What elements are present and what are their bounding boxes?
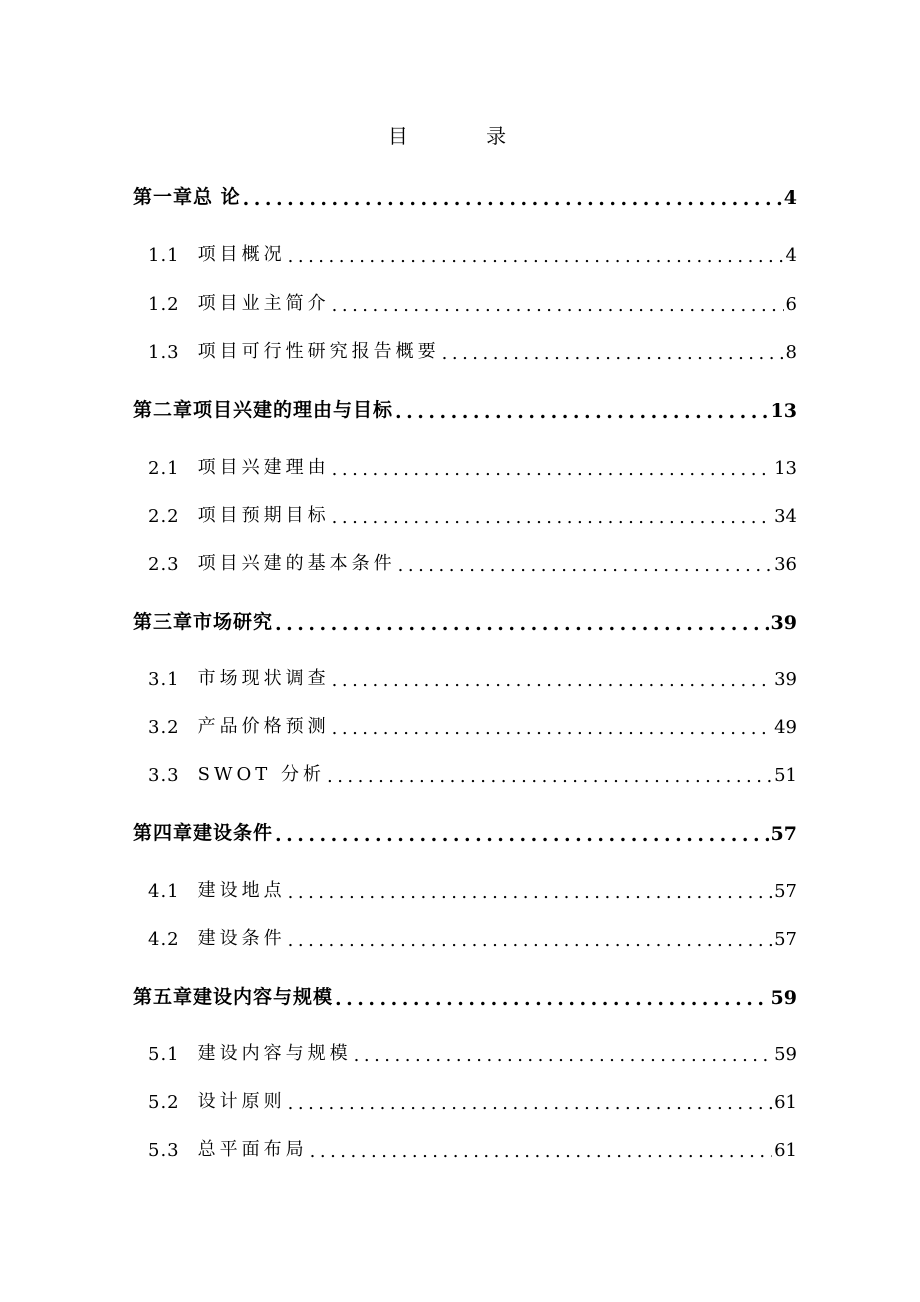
toc-section-entry[interactable] — [133, 549, 797, 575]
toc-entry-label: 项目预期目标 — [197, 505, 330, 526]
toc-section-number: 1.2 — [148, 294, 180, 315]
toc-entry-label: 项目概况 — [197, 244, 286, 265]
toc-chapter-entry[interactable] — [133, 182, 797, 209]
toc-entry-label: 第三章市场研究 — [133, 611, 274, 633]
toc-page-number: 51 — [774, 765, 797, 786]
toc-page-number: 13 — [774, 458, 797, 479]
toc-section-number: 3.2 — [148, 717, 180, 738]
toc-chapter-entry[interactable] — [133, 607, 797, 634]
toc-dot-leader — [332, 509, 772, 527]
toc-page-number: 34 — [774, 506, 797, 527]
toc-section-entry[interactable] — [133, 289, 797, 315]
toc-entry-label: 建设内容与规模 — [197, 1043, 352, 1064]
toc-section-number: 4.2 — [148, 929, 180, 950]
toc-page-number: 57 — [774, 929, 797, 950]
toc-dot-leader — [310, 1143, 772, 1161]
toc-page-number: 49 — [774, 717, 797, 738]
toc-page-number: 59 — [774, 1044, 797, 1065]
toc-dot-leader — [327, 768, 772, 786]
toc-entry-label: 建设条件 — [197, 928, 286, 949]
toc-page-number: 39 — [770, 612, 797, 634]
toc-page-number: 4 — [785, 245, 797, 266]
toc-section-number: 1.1 — [148, 245, 180, 266]
toc-dot-leader — [243, 190, 782, 209]
toc-entry-label: 项目业主简介 — [197, 293, 330, 314]
toc-section-entry[interactable] — [133, 501, 797, 527]
toc-section-entry[interactable] — [133, 453, 797, 479]
toc-section-entry[interactable] — [133, 1087, 797, 1113]
toc-section-number: 3.1 — [148, 669, 180, 690]
toc-page-number: 6 — [785, 294, 797, 315]
toc-dot-leader — [275, 826, 769, 845]
toc-section-number: 2.1 — [148, 458, 180, 479]
toc-entry-label: 项目兴建理由 — [197, 457, 330, 478]
toc-dot-leader — [354, 1047, 772, 1065]
toc-dot-leader — [332, 297, 784, 315]
toc-section-number: 5.3 — [148, 1140, 180, 1161]
toc-page-number: 13 — [770, 400, 797, 422]
toc-section-entry[interactable] — [133, 1039, 797, 1065]
toc-dot-leader — [395, 403, 769, 422]
toc-dot-leader — [332, 461, 772, 479]
toc-dot-leader — [275, 615, 769, 634]
toc-page-number: 57 — [770, 823, 797, 845]
toc-dot-leader — [332, 720, 772, 738]
toc-section-entry[interactable] — [133, 337, 797, 363]
toc-entry-label: 第四章建设条件 — [133, 822, 274, 844]
toc-section-entry[interactable] — [133, 664, 797, 690]
toc-dot-leader — [288, 1095, 772, 1113]
toc-page-number: 59 — [770, 987, 797, 1009]
toc-entry-label: 第一章总 论 — [133, 186, 241, 208]
toc-section-entry[interactable] — [133, 760, 797, 786]
toc-section-entry[interactable] — [133, 1135, 797, 1161]
toc-section-entry[interactable] — [133, 712, 797, 738]
toc-section-entry[interactable] — [133, 924, 797, 950]
toc-section-number: 2.3 — [148, 554, 180, 575]
toc-dot-leader — [332, 672, 772, 690]
toc-dot-leader — [442, 345, 784, 363]
toc-page-number: 36 — [774, 554, 797, 575]
toc-page-number: 39 — [774, 669, 797, 690]
toc-title: 目 录 — [387, 124, 543, 148]
toc-section-entry[interactable] — [133, 240, 797, 266]
toc-dot-leader — [398, 557, 772, 575]
toc-page-number: 8 — [785, 342, 797, 363]
toc-section-number: 1.3 — [148, 342, 180, 363]
toc-page-number: 4 — [783, 187, 797, 209]
toc-section-number: 5.2 — [148, 1092, 180, 1113]
toc-entry-label: 市场现状调查 — [197, 668, 330, 689]
toc-section-number: 3.3 — [148, 765, 180, 786]
toc-entry-label: SWOT 分析 — [197, 764, 325, 785]
toc-section-number: 4.1 — [148, 881, 180, 902]
toc-chapter-entry[interactable] — [133, 982, 797, 1009]
toc-section-number: 5.1 — [148, 1044, 180, 1065]
toc-entry-label: 总平面布局 — [197, 1139, 308, 1160]
toc-chapter-entry[interactable] — [133, 395, 797, 422]
toc-page-number: 57 — [774, 881, 797, 902]
toc-section-number: 2.2 — [148, 506, 180, 527]
toc-dot-leader — [288, 248, 784, 266]
toc-section-entry[interactable] — [133, 876, 797, 902]
toc-entry-label: 建设地点 — [197, 880, 286, 901]
toc-chapter-entry[interactable] — [133, 818, 797, 845]
toc-dot-leader — [288, 884, 772, 902]
toc-entry-label: 产品价格预测 — [197, 716, 330, 737]
toc-dot-leader — [335, 990, 769, 1009]
toc-entry-label: 设计原则 — [197, 1091, 286, 1112]
toc-entry-label: 项目兴建的基本条件 — [197, 553, 396, 574]
toc-page-number: 61 — [774, 1140, 797, 1161]
toc-entry-label: 第二章项目兴建的理由与目标 — [133, 399, 394, 421]
toc-entry-label: 项目可行性研究报告概要 — [197, 341, 440, 362]
toc-entry-label: 第五章建设内容与规模 — [133, 986, 334, 1008]
toc-dot-leader — [288, 932, 772, 950]
toc-page-number: 61 — [774, 1092, 797, 1113]
